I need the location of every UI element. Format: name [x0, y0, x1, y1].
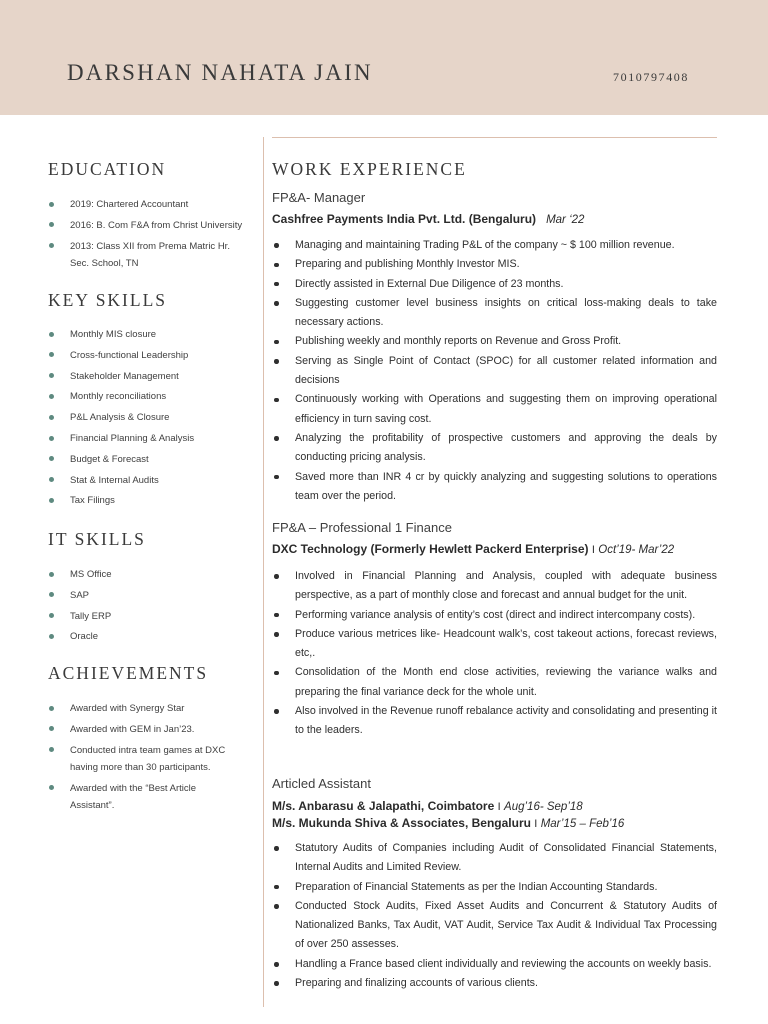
achievement-item: Awarded with Synergy Star — [48, 700, 263, 718]
it-skills-heading: IT SKILLS — [48, 529, 146, 549]
achievement-item: Awarded with GEM in Jan’23. — [48, 721, 263, 739]
skill-item: Financial Planning & Analysis — [48, 430, 263, 448]
skill-item: Monthly MIS closure — [48, 326, 263, 344]
duty-item: Consolidation of the Month end close activities, reviewing the variance walks and preparing the final variance deck for the whole unit. — [272, 663, 717, 702]
duty-item: Publishing weekly and monthly reports on Revenue and Gross Profit. — [272, 332, 717, 351]
job-date: Mar’15 – Feb’16 — [540, 818, 625, 830]
duty-item: Performing variance analysis of entity’s cost (direct and indirect intercompany costs). — [272, 606, 717, 625]
job-company — [272, 212, 584, 226]
company-name: M/s. Anbarasu & Jalapathi, Coimbatore — [272, 799, 495, 813]
company-name: M/s. Mukunda Shiva & Associates, Bengaluru — [272, 816, 531, 830]
job-date: Mar ‘22 — [546, 214, 585, 226]
skill-item: Cross-functional Leadership — [48, 347, 263, 365]
company-name: Cashfree Payments India Pvt. Ltd. (Bengaluru) — [272, 212, 537, 226]
duty-item: Produce various metrices like- Headcount walk’s, cost takeout actions, forecast reviews, etc,. — [272, 625, 717, 664]
duty-item: Saved more than INR 4 cr by quickly analyzing and suggesting solutions to operations team over the period. — [272, 468, 717, 507]
job-company — [272, 542, 674, 556]
skill-item: Monthly reconciliations — [48, 388, 263, 406]
job-role: FP&A – Professional 1 Finance — [272, 520, 452, 535]
achievement-item: Conducted intra team games at DXC having more than 30 participants. — [48, 742, 248, 777]
key-skills-list — [48, 326, 263, 513]
phone-number: 7010797408 — [613, 70, 689, 84]
job-duties — [272, 567, 717, 741]
duty-item: Continuously working with Operations and suggesting them on improving operational efficiency in turn saving cost. — [272, 390, 717, 429]
job-duties — [272, 839, 717, 993]
achievements-list — [48, 700, 263, 818]
skill-item: Stakeholder Management — [48, 368, 263, 386]
separator: I — [497, 801, 501, 813]
key-skills-heading: KEY SKILLS — [48, 290, 168, 310]
job-date: Oct’19- Mar’22 — [598, 544, 675, 556]
skill-item: Tax Filings — [48, 492, 263, 510]
achievements-heading: ACHIEVEMENTS — [48, 663, 209, 683]
duty-item: Statutory Audits of Companies including Audit of Consolidated Financial Statements, Internal Audits and Limited Review. — [272, 839, 717, 878]
job-role: Articled Assistant — [272, 776, 371, 791]
duty-item: Involved in Financial Planning and Analysis, coupled with adequate business perspective, as a part of monthly close and forecast and annual budget for the unit. — [272, 567, 717, 606]
separator: I — [534, 818, 538, 830]
education-item: 2013: Class XII from Prema Matric Hr. Sec. School, TN — [48, 238, 248, 273]
separator: I — [591, 544, 595, 556]
section-divider — [272, 137, 717, 138]
job-date: Aug’16- Sep’18 — [504, 801, 583, 813]
education-heading: EDUCATION — [48, 159, 167, 179]
column-divider — [263, 137, 264, 1007]
candidate-name: DARSHAN NAHATA JAIN — [67, 60, 373, 85]
job-role: FP&A- Manager — [272, 190, 366, 205]
duty-item: Analyzing the profitability of prospective customers and approving the deals by conducting pricing analysis. — [272, 429, 717, 468]
duty-item: Directly assisted in External Due Diligence of 23 months. — [272, 275, 717, 294]
duty-item: Conducted Stock Audits, Fixed Asset Audits and Concurrent & Statutory Audits of Nationalized Banks, Tax Audit, VAT Audit, Service Tax Audit & Individual Tax Processing of over 250 assesses. — [272, 897, 717, 955]
job-company — [272, 816, 624, 830]
duty-item: Also involved in the Revenue runoff rebalance activity and consolidating and presenting it to the leaders. — [272, 702, 717, 741]
education-list — [48, 196, 263, 276]
education-item: 2016: B. Com F&A from Christ University — [48, 217, 263, 235]
it-skill-item: Tally ERP — [48, 608, 263, 626]
company-name: DXC Technology (Formerly Hewlett Packerd Enterprise) — [272, 542, 589, 556]
duty-item: Serving as Single Point of Contact (SPOC) for all customer related information and decisions — [272, 352, 717, 391]
duty-item: Preparation of Financial Statements as per the Indian Accounting Standards. — [272, 878, 717, 897]
it-skill-item: Oracle — [48, 628, 263, 646]
duty-item: Preparing and finalizing accounts of various clients. — [272, 974, 717, 993]
job-company — [272, 799, 583, 813]
it-skills-list — [48, 566, 263, 649]
it-skill-item: MS Office — [48, 566, 263, 584]
duty-item: Preparing and publishing Monthly Investor MIS. — [272, 255, 717, 274]
job-duties — [272, 236, 717, 506]
achievement-item: Awarded with the “Best Article Assistant”. — [48, 780, 238, 815]
it-skill-item: SAP — [48, 587, 263, 605]
skill-item: P&L Analysis & Closure — [48, 409, 263, 427]
duty-item: Managing and maintaining Trading P&L of the company ~ $ 100 million revenue. — [272, 236, 717, 255]
duty-item: Suggesting customer level business insights on critical loss-making deals to take necessary actions. — [272, 294, 717, 333]
skill-item: Stat & Internal Audits — [48, 472, 263, 490]
skill-item: Budget & Forecast — [48, 451, 263, 469]
education-item: 2019: Chartered Accountant — [48, 196, 263, 214]
header-banner — [0, 0, 768, 115]
duty-item: Handling a France based client individually and reviewing the accounts on weekly basis. — [272, 955, 717, 974]
work-experience-heading: WORK EXPERIENCE — [272, 159, 467, 179]
